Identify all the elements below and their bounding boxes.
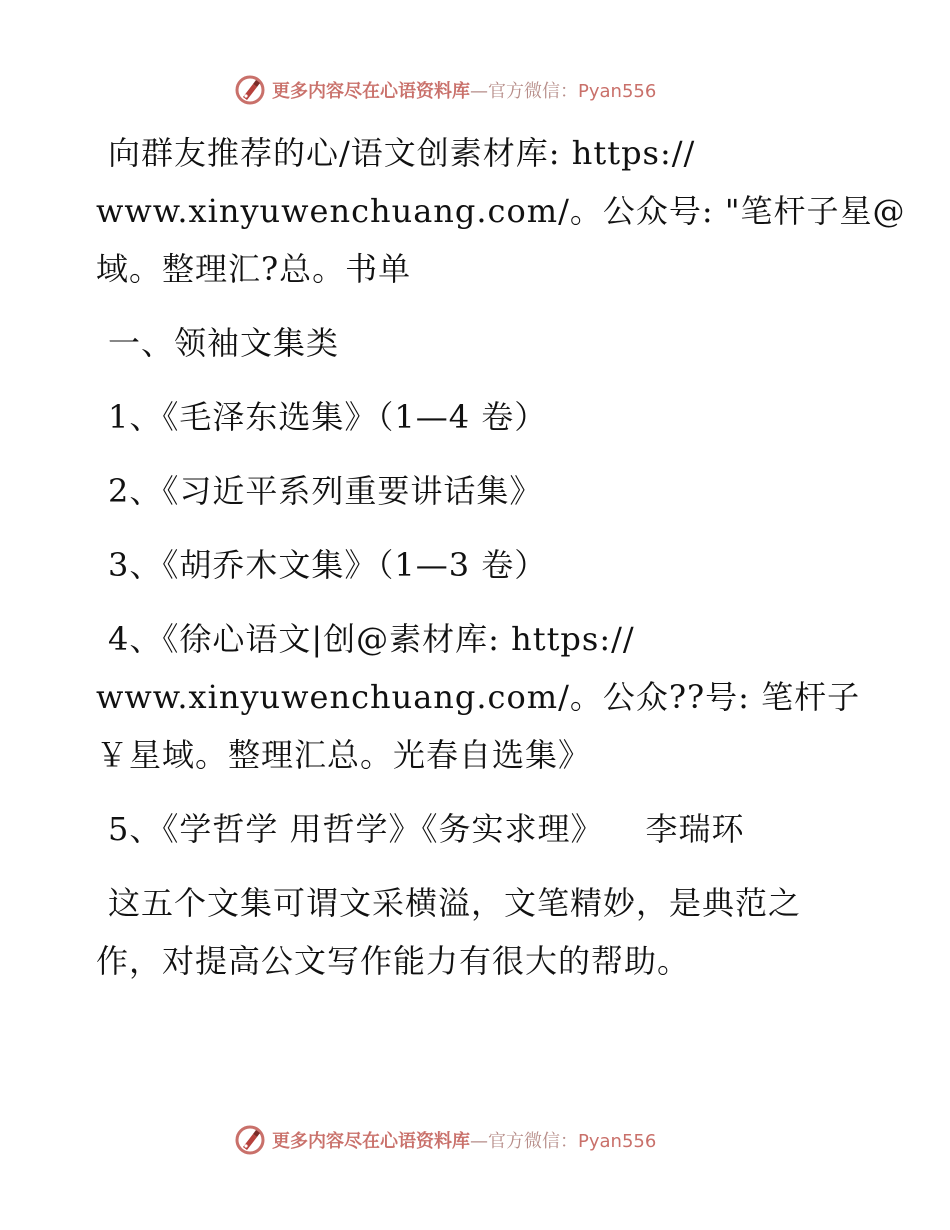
summary-paragraph: [96, 874, 856, 990]
pen-nib-logo-icon: [234, 74, 266, 106]
summary-line-2: 作，对提高公文写作能力有很大的帮助。: [96, 942, 691, 980]
banner-text: [272, 1127, 656, 1153]
list-item: [96, 536, 856, 594]
banner-wechat-label: 官方微信：: [488, 81, 578, 102]
intro-line-2-text: www.xinyuwenchuang.com/。公众号: "笔杆子星@: [96, 192, 906, 230]
section-title-text: 一、领袖文集类: [108, 324, 340, 362]
intro-line-3-text: 域。整理汇?总。书单: [96, 250, 412, 288]
list-item-4-line: [96, 668, 861, 726]
intro-line-1-text: 向群友推荐的心/语文创素材库: https://: [108, 134, 696, 172]
section-title: [96, 314, 856, 372]
list-item-2-text: 2、《习近平系列重要讲话集》: [108, 472, 543, 510]
pen-nib-logo-icon: [234, 1124, 266, 1156]
list-item: [96, 462, 856, 520]
list-item-5-author: 李瑞环: [645, 810, 745, 848]
banner-text: [272, 77, 656, 103]
list-item-4-line: [96, 726, 856, 784]
summary-line-1: 这五个文集可谓文采横溢，文笔精妙，是典范之: [108, 884, 802, 922]
banner-dash: —: [470, 81, 488, 102]
list-item-4-line-2: www.xinyuwenchuang.com/。公众??号: 笔杆子: [96, 678, 861, 716]
banner-promo: 更多内容尽在心语资料库: [272, 81, 470, 102]
footer-banner: [234, 1122, 656, 1158]
intro-line: [96, 124, 856, 182]
header-banner: [234, 72, 656, 108]
banner-wechat-label: 官方微信：: [488, 1131, 578, 1152]
list-item-3-text: 3、《胡乔木文集》（1—3 卷）: [108, 546, 548, 584]
banner-wechat-id: Pyan556: [578, 81, 657, 102]
list-item: [96, 388, 856, 446]
summary-line: [96, 932, 856, 990]
list-item-1-text: 1、《毛泽东选集》（1—4 卷）: [108, 398, 548, 436]
list-item-5-title: 5、《学哲学 用哲学》《务实求理》: [108, 810, 604, 848]
list-item-4-line-3: ￥星域。整理汇总。光春自选集》: [96, 736, 592, 774]
list-item: [96, 800, 856, 858]
intro-line: [96, 182, 906, 240]
banner-promo: 更多内容尽在心语资料库: [272, 1131, 470, 1152]
list-item-4-line: [96, 610, 856, 668]
intro-paragraph: [96, 124, 906, 298]
list-item-4-line-1: 4、《徐心语文|创@素材库: https://: [108, 620, 635, 658]
document-body: [96, 124, 906, 990]
summary-line: [96, 874, 856, 932]
list-item: [96, 610, 861, 784]
banner-wechat-id: Pyan556: [578, 1131, 657, 1152]
intro-line: [96, 240, 856, 298]
banner-dash: —: [470, 1131, 488, 1152]
